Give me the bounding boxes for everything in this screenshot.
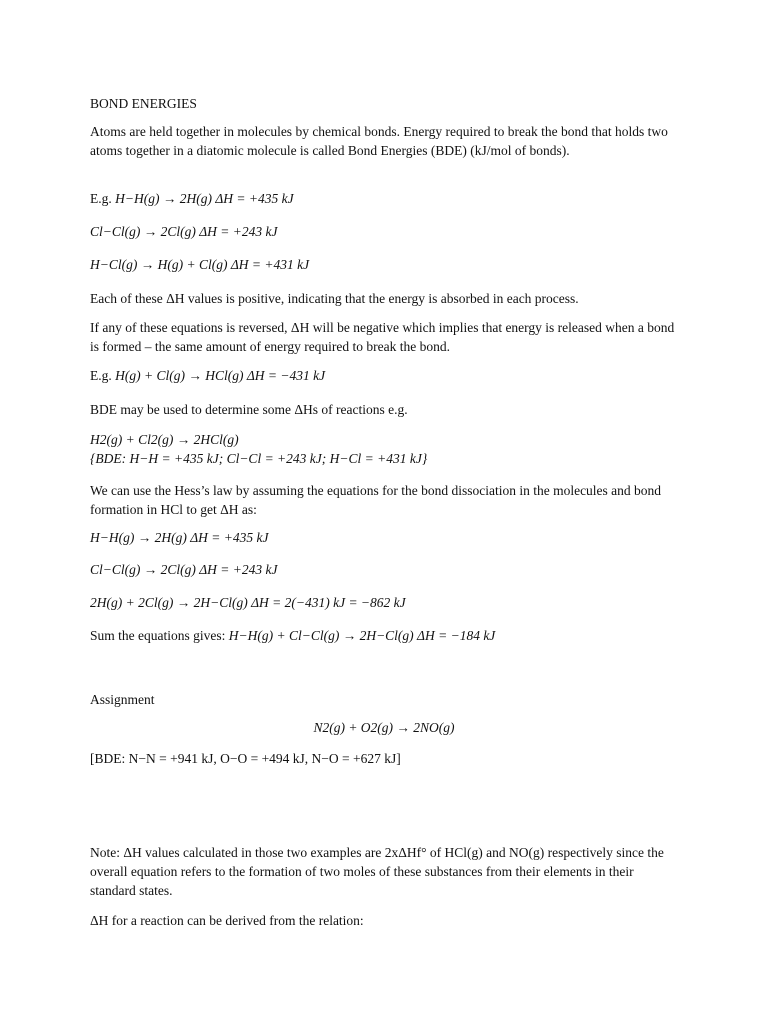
equation-2: Cl−Cl(g) → 2Cl(g) ΔH = +243 kJ <box>90 224 278 239</box>
equation-5: H2(g) + Cl2(g) → 2HCl(g) <box>90 432 239 447</box>
assignment-equation: N2(g) + O2(g) → 2NO(g) <box>313 720 455 735</box>
intro-paragraph: Atoms are held together in molecules by chemical bonds. Energy required to break the bond that holds two atoms together in a diatomic molecule is called Bond Energies (BDE) (kJ/mol of bonds). <box>90 124 668 158</box>
equation-4-text: H(g) + Cl(g) → HCl(g) ΔH = −431 kJ <box>115 368 326 383</box>
bde-use-note: BDE may be used to determine some ΔHs of reactions e.g. <box>90 402 408 417</box>
reversed-note: If any of these equations is reversed, ΔH will be negative which implies that energy is released when a bond is formed – the same amount of energy required to break the bond. <box>90 320 675 354</box>
relation-note: ΔH for a reaction can be derived from the relation: <box>90 913 364 928</box>
assignment-title: Assignment <box>90 692 155 707</box>
equation-4 <box>90 367 325 385</box>
eg-label-2: E.g. <box>90 368 112 383</box>
hess-note: We can use the Hess’s law by assuming the equations for the bond dissociation in the molecules and bond formation in HCl to get ΔH as: <box>90 483 662 517</box>
sum-equation-text: H−H(g) + Cl−Cl(g) → 2H−Cl(g) ΔH = −184 kJ <box>228 628 496 643</box>
positive-note: Each of these ΔH values is positive, indicating that the energy is absorbed in each process. <box>90 291 579 306</box>
equation-8: 2H(g) + 2Cl(g) → 2H−Cl(g) ΔH = 2(−431) kJ = −862 kJ <box>90 595 406 610</box>
equation-5-bde: {BDE: H−H = +435 kJ; Cl−Cl = +243 kJ; H−Cl = +431 kJ} <box>90 451 428 466</box>
equation-6: H−H(g) → 2H(g) ΔH = +435 kJ <box>90 530 269 545</box>
equation-7: Cl−Cl(g) → 2Cl(g) ΔH = +243 kJ <box>90 562 278 577</box>
sum-label: Sum the equations gives: <box>90 628 226 643</box>
sum-equation <box>90 627 495 645</box>
document-title: BOND ENERGIES <box>90 96 197 111</box>
note-paragraph: Note: ΔH values calculated in those two examples are 2xΔHf° of HCl(g) and NO(g) respectively since the overall equation refers to the formation of two moles of these substances from their elements in their standard states. <box>90 845 664 898</box>
assignment-bde: [BDE: N−N = +941 kJ, O−O = +494 kJ, N−O = +627 kJ] <box>90 751 401 766</box>
eg-label: E.g. <box>90 191 112 206</box>
equation-1 <box>90 190 294 208</box>
equation-1-text: H−H(g) → 2H(g) ΔH = +435 kJ <box>115 191 294 206</box>
equation-3: H−Cl(g) → H(g) + Cl(g) ΔH = +431 kJ <box>90 257 310 272</box>
